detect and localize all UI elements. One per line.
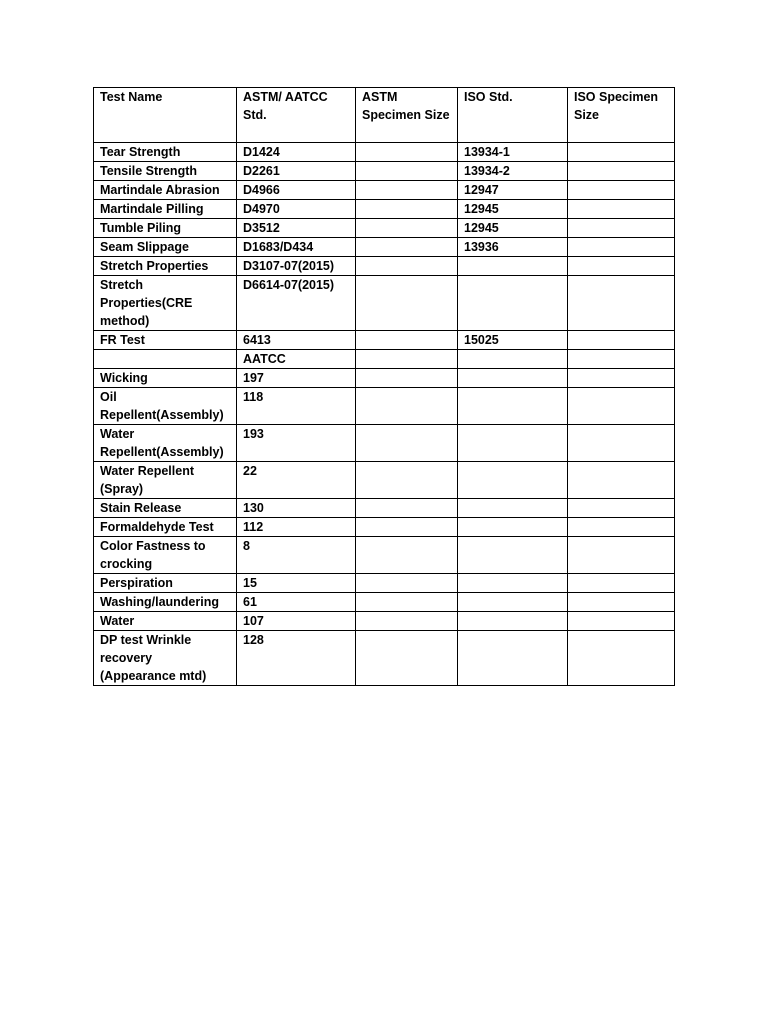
- table-body: [94, 143, 675, 686]
- table-row: [94, 612, 675, 631]
- cell-iso-std: 12945: [458, 200, 568, 219]
- cell-iso-std: 12947: [458, 181, 568, 200]
- cell-iso-std: [458, 388, 568, 425]
- cell-iso-std: [458, 518, 568, 537]
- cell-iso-specimen-size: [568, 331, 675, 350]
- table-row: [94, 388, 675, 425]
- cell-iso-specimen-size: [568, 612, 675, 631]
- cell-astm-specimen-size: [356, 200, 458, 219]
- cell-astm-specimen-size: [356, 369, 458, 388]
- cell-astm-specimen-size: [356, 612, 458, 631]
- table-row: [94, 425, 675, 462]
- table-row: [94, 331, 675, 350]
- cell-iso-specimen-size: [568, 499, 675, 518]
- cell-iso-specimen-size: [568, 574, 675, 593]
- cell-iso-std: [458, 593, 568, 612]
- cell-astm-aatcc-std: D4966: [237, 181, 356, 200]
- cell-astm-specimen-size: [356, 631, 458, 686]
- table-row: [94, 200, 675, 219]
- cell-iso-std: [458, 369, 568, 388]
- cell-astm-specimen-size: [356, 574, 458, 593]
- cell-test-name: [94, 350, 237, 369]
- table-row: [94, 593, 675, 612]
- cell-iso-std: [458, 276, 568, 331]
- cell-astm-specimen-size: [356, 518, 458, 537]
- cell-astm-specimen-size: [356, 593, 458, 612]
- test-standards-table: [93, 87, 675, 686]
- cell-astm-aatcc-std: 22: [237, 462, 356, 499]
- cell-iso-specimen-size: [568, 238, 675, 257]
- table-row: [94, 276, 675, 331]
- cell-astm-specimen-size: [356, 181, 458, 200]
- cell-test-name: Water Repellent(Assembly): [94, 425, 237, 462]
- cell-astm-specimen-size: [356, 350, 458, 369]
- cell-astm-aatcc-std: D3107-07(2015): [237, 257, 356, 276]
- cell-iso-std: [458, 537, 568, 574]
- cell-iso-specimen-size: [568, 518, 675, 537]
- cell-astm-aatcc-std: D3512: [237, 219, 356, 238]
- cell-iso-specimen-size: [568, 425, 675, 462]
- table-row: [94, 369, 675, 388]
- cell-iso-specimen-size: [568, 462, 675, 499]
- cell-iso-specimen-size: [568, 181, 675, 200]
- cell-astm-aatcc-std: 6413: [237, 331, 356, 350]
- table-row: [94, 350, 675, 369]
- cell-astm-specimen-size: [356, 499, 458, 518]
- cell-astm-aatcc-std: D1683/D434: [237, 238, 356, 257]
- cell-iso-std: [458, 350, 568, 369]
- cell-test-name: Perspiration: [94, 574, 237, 593]
- cell-iso-specimen-size: [568, 219, 675, 238]
- cell-test-name: Stretch Properties: [94, 257, 237, 276]
- cell-astm-aatcc-std: D6614-07(2015): [237, 276, 356, 331]
- cell-astm-specimen-size: [356, 462, 458, 499]
- table-row: [94, 574, 675, 593]
- cell-iso-std: [458, 574, 568, 593]
- table-row: [94, 537, 675, 574]
- cell-astm-specimen-size: [356, 276, 458, 331]
- table-row: [94, 462, 675, 499]
- cell-iso-std: [458, 425, 568, 462]
- table-row: [94, 238, 675, 257]
- table-row: [94, 518, 675, 537]
- cell-iso-specimen-size: [568, 162, 675, 181]
- cell-test-name: Wicking: [94, 369, 237, 388]
- cell-iso-std: 15025: [458, 331, 568, 350]
- cell-iso-std: 12945: [458, 219, 568, 238]
- cell-iso-specimen-size: [568, 350, 675, 369]
- cell-iso-specimen-size: [568, 593, 675, 612]
- cell-test-name: Water: [94, 612, 237, 631]
- table-row: [94, 499, 675, 518]
- cell-test-name: Martindale Pilling: [94, 200, 237, 219]
- cell-test-name: Washing/laundering: [94, 593, 237, 612]
- cell-test-name: FR Test: [94, 331, 237, 350]
- cell-iso-specimen-size: [568, 257, 675, 276]
- cell-test-name: Tensile Strength: [94, 162, 237, 181]
- header-row: [94, 88, 675, 143]
- cell-test-name: Stretch Properties(CRE method): [94, 276, 237, 331]
- cell-astm-aatcc-std: 128: [237, 631, 356, 686]
- cell-iso-std: [458, 631, 568, 686]
- cell-astm-aatcc-std: D1424: [237, 143, 356, 162]
- cell-iso-specimen-size: [568, 200, 675, 219]
- table-row: [94, 181, 675, 200]
- cell-test-name: Color Fastness to crocking: [94, 537, 237, 574]
- cell-astm-aatcc-std: 118: [237, 388, 356, 425]
- cell-iso-std: [458, 499, 568, 518]
- cell-iso-specimen-size: [568, 631, 675, 686]
- cell-astm-aatcc-std: 107: [237, 612, 356, 631]
- cell-iso-specimen-size: [568, 276, 675, 331]
- cell-test-name: Tumble Piling: [94, 219, 237, 238]
- cell-test-name: DP test Wrinkle recovery (Appearance mtd): [94, 631, 237, 686]
- header-astm-specimen-size: ASTM Specimen Size: [356, 88, 458, 143]
- cell-astm-specimen-size: [356, 331, 458, 350]
- cell-test-name: Tear Strength: [94, 143, 237, 162]
- cell-astm-aatcc-std: D2261: [237, 162, 356, 181]
- cell-iso-specimen-size: [568, 143, 675, 162]
- cell-iso-std: [458, 612, 568, 631]
- cell-astm-aatcc-std: 197: [237, 369, 356, 388]
- cell-test-name: Stain Release: [94, 499, 237, 518]
- header-test-name: Test Name: [94, 88, 237, 143]
- cell-astm-aatcc-std: D4970: [237, 200, 356, 219]
- cell-astm-aatcc-std: 193: [237, 425, 356, 462]
- cell-astm-specimen-size: [356, 238, 458, 257]
- cell-astm-specimen-size: [356, 162, 458, 181]
- cell-test-name: Water Repellent (Spray): [94, 462, 237, 499]
- cell-test-name: Oil Repellent(Assembly): [94, 388, 237, 425]
- header-astm-aatcc-std: ASTM/ AATCC Std.: [237, 88, 356, 143]
- cell-iso-specimen-size: [568, 388, 675, 425]
- cell-astm-specimen-size: [356, 257, 458, 276]
- table-row: [94, 143, 675, 162]
- cell-astm-aatcc-std: 112: [237, 518, 356, 537]
- table-row: [94, 631, 675, 686]
- table-header: [94, 88, 675, 143]
- cell-iso-std: 13934-2: [458, 162, 568, 181]
- cell-astm-specimen-size: [356, 219, 458, 238]
- cell-test-name: Seam Slippage: [94, 238, 237, 257]
- cell-astm-aatcc-std: 61: [237, 593, 356, 612]
- cell-iso-std: 13936: [458, 238, 568, 257]
- cell-astm-specimen-size: [356, 537, 458, 574]
- cell-iso-std: [458, 462, 568, 499]
- table-row: [94, 162, 675, 181]
- table-row: [94, 219, 675, 238]
- cell-test-name: Formaldehyde Test: [94, 518, 237, 537]
- header-iso-std: ISO Std.: [458, 88, 568, 143]
- header-iso-specimen-size: ISO Specimen Size: [568, 88, 675, 143]
- cell-iso-std: 13934-1: [458, 143, 568, 162]
- cell-astm-aatcc-std: 15: [237, 574, 356, 593]
- cell-astm-aatcc-std: 8: [237, 537, 356, 574]
- cell-astm-aatcc-std: AATCC: [237, 350, 356, 369]
- cell-astm-specimen-size: [356, 425, 458, 462]
- cell-iso-std: [458, 257, 568, 276]
- cell-astm-aatcc-std: 130: [237, 499, 356, 518]
- table-row: [94, 257, 675, 276]
- cell-astm-specimen-size: [356, 388, 458, 425]
- cell-test-name: Martindale Abrasion: [94, 181, 237, 200]
- cell-astm-specimen-size: [356, 143, 458, 162]
- cell-iso-specimen-size: [568, 537, 675, 574]
- cell-iso-specimen-size: [568, 369, 675, 388]
